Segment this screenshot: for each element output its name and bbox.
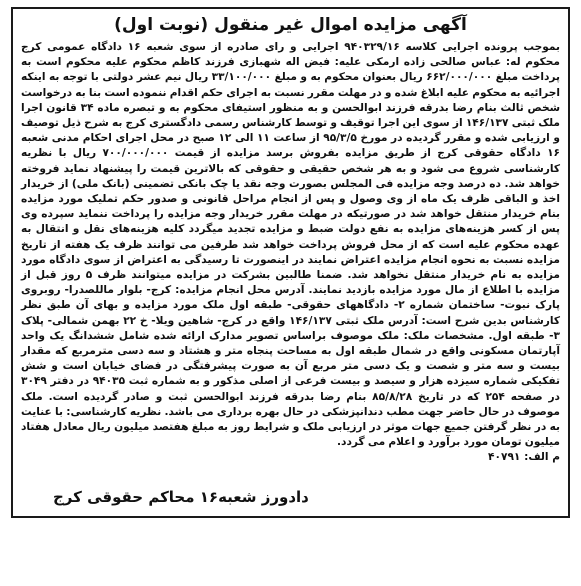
notice-box xyxy=(11,7,570,518)
reference-number: م الف: ۴۰۷۹۱ xyxy=(488,451,560,464)
notice-body: بموجب پرونده اجرایی کلاسه ۹۴۰۳۲۹/۱۶ اجرایی و رای صادره از سوی شعبه ۱۶ دادگاه عمومی کرج محکوم له: عباس صالحی زاده ارمکی علیه: فیض اله شهبازی فرزند کاظم محکوم علیه محکوم است به پرداخت مبلغ ۶۶۲/۰۰۰/۰۰۰ ریال بعنوان محکوم به و مبلغ ۳۳/۱۰۰/۰۰۰ ریال نیم عشر دولتی با توجه به اینکه اجرائیه به محکوم علیه ابلاغ شده و در مهلت مقرر نسبت به اجرای حکم اقدام ننموده است بنا به درخواست شخص ثالث بنام رضا بدرقه فرزند ابوالحسن و به منظور استیفای محکوم به و تبصره ماده ۳۴ قانون اجرا ملک ثبتی ۱۴۶/۱۳۷ از سوی این اجرا توقیف و توسط کارشناس رسمی دادگستری کرج به شرح ذیل توصیف و ارزیابی شده و مقرر گردیده در مورخ ۹۵/۳/۵ از ساعت ۱۱ الی ۱۲ صبح در محل اجرای احکام مدنی شعبه ۱۶ دادگاه حقوقی کرج از طریق مزایده بفروش برسد مزایده از قیمت ۷۰۰/۰۰۰/۰۰۰ ریال با نظریه کارشناسی شروع می شود و به هر شخص حقیقی و حقوقی که بالاترین قیمت را پیشنهاد نماید فروخته خواهد شد. ده درصد وجه مزایده فی المجلس بصورت وجه نقد یا چک بانکی تضمینی (بانک ملی) از خریدار اخذ و الباقی ظرف یک ماه از وی وصول و پس از انجام مراحل قانونی و صدور حکم تملیک مورد مزایده بنام خریدار منتقل خواهد شد در صورتیکه در مهلت مقرر خریدار وجه مزایده را پرداخت ننماید سپرده وی پس از کسر هزینه‌های مزایده به نفع دولت ضبط و مزایده تجدید میگردد کلیه هزینه‌های نقل و انتقال به عهده محکوم علیه است که از محل فروش پرداخت خواهد شد طرفین می توانند ظرف یک هفته از تاریخ مزایده نسبت به نحوه انجام مزایده اعتراض نمایند در اینصورت تا رسیدگی به اعتراض از سوی دادگاه مورد مزایده به نام خریدار منتقل نخواهد شد. ضمنا طالبین بشرکت در مزایده میتوانند ظرف ۵ روز قبل از مزایده با اطلاع از مال مورد مزایده بازدید نمایند. آدرس محل انجام مزایده: کرج- بلوار ماللصدرا- روبروی پارک نبوت- ساختمان شماره ۲- دادگاههای حقوقی- طبقه اول ملک مورد مزایده و بهای آن طبق نظر کارشناس بدین شرح است: آدرس ملک ثبتی ۱۴۶/۱۳۷ واقع در کرج- شاهین ویلا- خ ۲۲ بهمن شمالی- پلاک ۳- طبقه اول. مشخصات ملک: ملک موصوف براساس تصویر مدارک ارائه شده شامل ششدانگ یک واحد آپارتمان مسکونی واقع در شمال طبقه اول به مساحت پنجاه متر و هشتاد و سه دسی مترمربع که مقدار بیست و سه متر و شصت و یک دسی متر مربع آن به صورت پیشرفتگی در فضای خیابان است و شش تفکیکی شماره سیزده هزار و سیصد و بیست فرعی از اصلی مذکور و به شماره ثبت ۹۴۰۳۵ در دفتر ۳۰۴۹ در صفحه ۲۵۴ که در تاریخ ۸۵/۸/۲۸ بنام رضا بدرقه فرزند ابوالحسن ثبت و صادر گردیده است. ملک موصوف در حال حاضر جهت مطب دندانپزشکی در حال بهره برداری می باشد. نظریه کارشناسی: با عنایت به در نظر گرفتن جمیع جهات موثر در ارزیابی ملک و شرایط روز به مبلغ هفتصد میلیون ریال معادل هفتاد میلیون تومان مورد برآورد و اعلام می گردد. xyxy=(21,41,561,449)
notice-title: آگهی مزایده اموال غیر منقول (نوبت اول) xyxy=(114,15,467,35)
signature: دادورز شعبه۱۶ محاکم حقوقی کرج xyxy=(53,488,309,506)
